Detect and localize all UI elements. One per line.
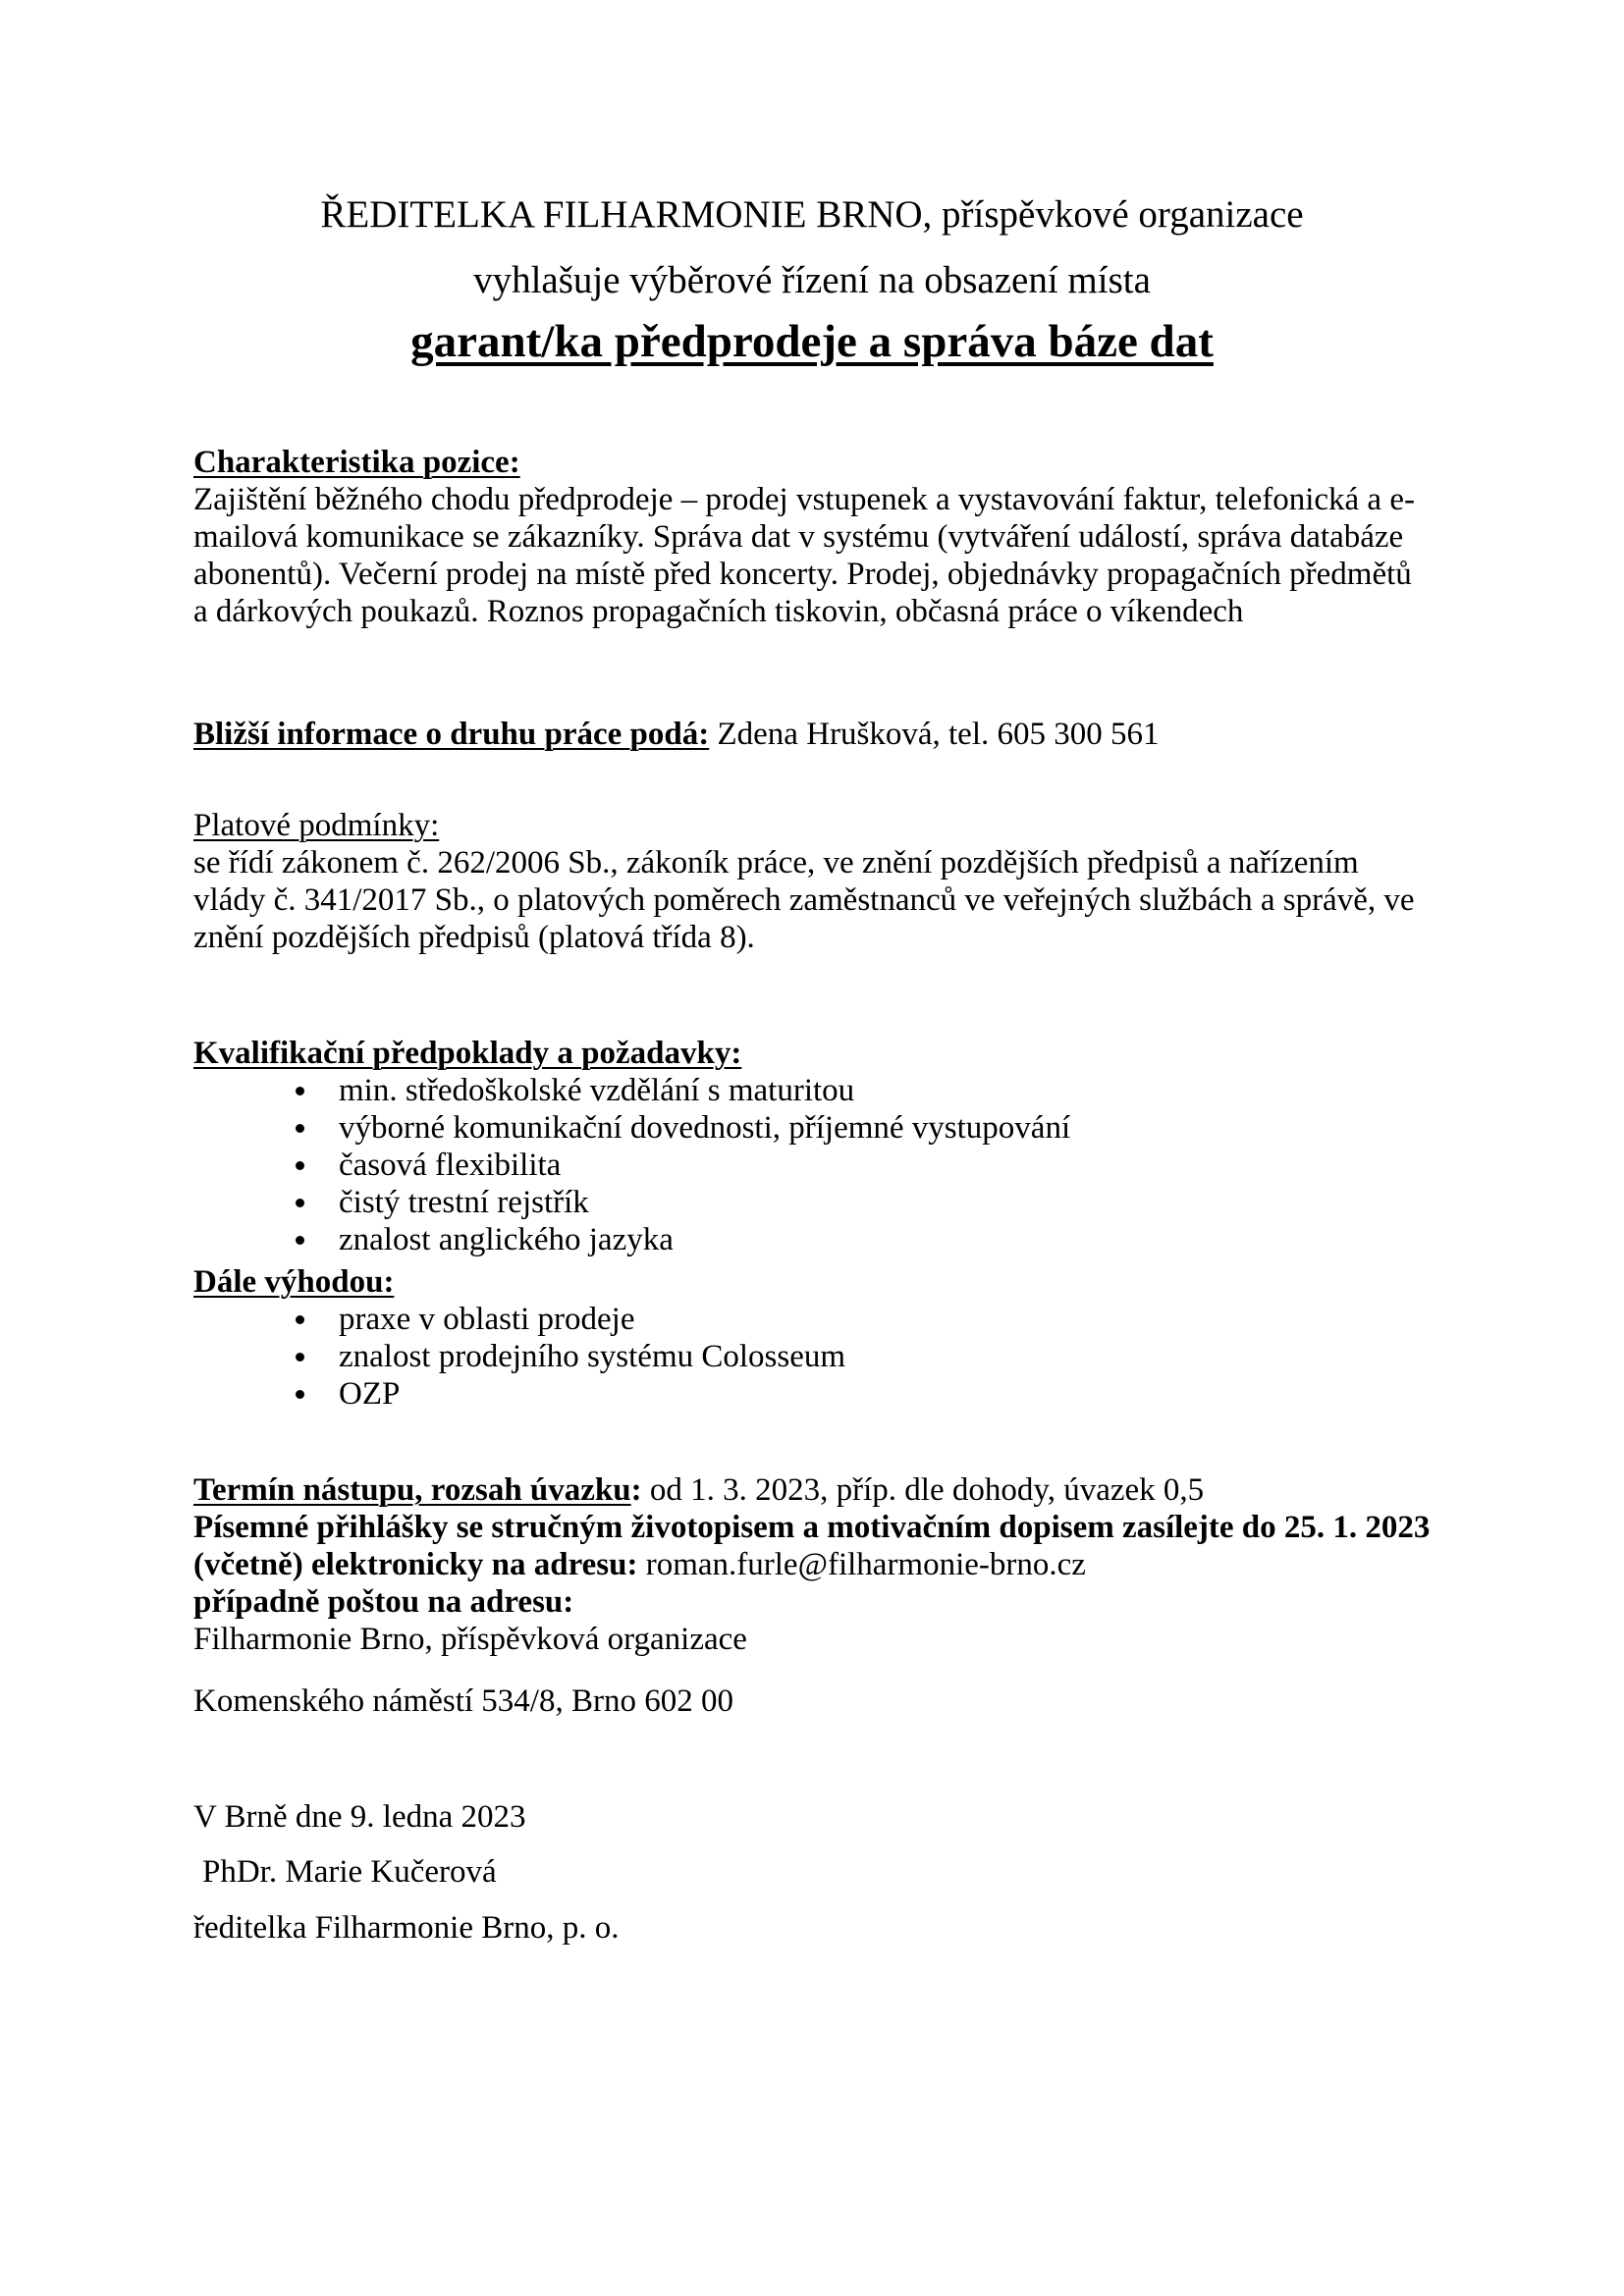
job-title xyxy=(193,315,1431,368)
bullet-icon xyxy=(296,1390,304,1399)
bullet-icon xyxy=(296,1315,304,1324)
application-instructions-bold: Písemné přihlášky se stručným životopisem a motivačním dopisem zasílejte do 25. 1. 2023 (včetně) elektronicky na adresu: xyxy=(193,1510,1431,1582)
section-heading-charakteristika: Charakteristika pozice: xyxy=(193,445,520,480)
bullet-icon xyxy=(296,1353,304,1362)
section-heading-dale-vyhodou: Dále výhodou: xyxy=(193,1264,395,1300)
list-item: praxe v oblasti prodeje xyxy=(193,1301,1431,1338)
signoff-role-line: ředitelka Filharmonie Brno, p. o. xyxy=(193,1910,620,1946)
header-line-1: ŘEDITELKA FILHARMONIE BRNO, příspěvkové organizace xyxy=(320,193,1304,236)
section-heading-kvalifikace: Kvalifikační předpoklady a požadavky: xyxy=(193,1036,742,1071)
application-email: roman.furle@filharmonie-brno.cz xyxy=(637,1547,1086,1582)
paragraph-charakteristika: Zajištění běžného chodu předprodeje – prodej vstupenek a vystavování faktur, telefonická a e-mailová komunikace se zákazníky. Správa dat v systému (vytváření událostí, správa databáze abonentů). Večerní prodej na místě před koncerty. Prodej, objednávky propagačních předmětů a dárkových poukazů. Roznos propagačních tiskovin, občasná práce o víkendech xyxy=(193,482,1415,629)
list-item: čistý trestní rejstřík xyxy=(193,1184,1431,1221)
list-item: časová flexibilita xyxy=(193,1147,1431,1184)
header-line-2: vyhlašuje výběrové řízení na obsazení místa xyxy=(473,259,1151,301)
list-item: znalost anglického jazyka xyxy=(193,1221,1431,1258)
bullet-icon xyxy=(296,1087,304,1095)
bullet-icon xyxy=(296,1161,304,1170)
kvalifikace-list xyxy=(193,1072,1431,1258)
list-item: min. středoškolské vzdělání s maturitou xyxy=(193,1072,1431,1109)
contact-info-label: Bližší informace o druhu práce podá: xyxy=(193,717,710,752)
postal-option-line: případně poštou na adresu: xyxy=(193,1584,574,1620)
bullet-icon xyxy=(296,1236,304,1245)
contact-info-value: Zdena Hrušková, tel. 605 300 561 xyxy=(709,717,1160,752)
organization-line: Filharmonie Brno, příspěvková organizace xyxy=(193,1622,747,1657)
job-title-text: garant/ka předprodeje a správa báze dat xyxy=(410,316,1214,367)
address-line: Komenského náměstí 534/8, Brno 602 00 xyxy=(193,1683,733,1719)
section-heading-platove: Platové podmínky: xyxy=(193,808,440,843)
vyhodou-list xyxy=(193,1301,1431,1413)
signoff-date-line: V Brně dne 9. ledna 2023 xyxy=(193,1799,526,1835)
start-date-line: Termín nástupu, rozsah úvazku: od 1. 3. 2023, příp. dle dohody, úvazek 0,5 xyxy=(193,1472,1205,1508)
paragraph-platove: se řídí zákonem č. 262/2006 Sb., zákoník práce, ve znění pozdějších předpisů a nařízením vlády č. 341/2017 Sb., o platových poměrech zaměstnanců ve veřejných službách a správě, ve znění pozdějších předpisů (platová třída 8). xyxy=(193,845,1415,955)
application-block xyxy=(193,1471,1431,1658)
list-item: znalost prodejního systému Colosseum xyxy=(193,1338,1431,1375)
contact-info-line xyxy=(193,716,1431,753)
bullet-icon xyxy=(296,1199,304,1207)
application-instructions-line xyxy=(193,1509,1431,1583)
bullet-icon xyxy=(296,1124,304,1133)
start-date-label: Termín nástupu, rozsah úvazku xyxy=(193,1472,631,1508)
list-item: výborné komunikační dovednosti, příjemné vystupování xyxy=(193,1109,1431,1147)
list-item: OZP xyxy=(193,1375,1431,1413)
start-date-value: od 1. 3. 2023, příp. dle dohody, úvazek 0,5 xyxy=(641,1472,1205,1508)
signoff-name-line: PhDr. Marie Kučerová xyxy=(202,1854,497,1890)
